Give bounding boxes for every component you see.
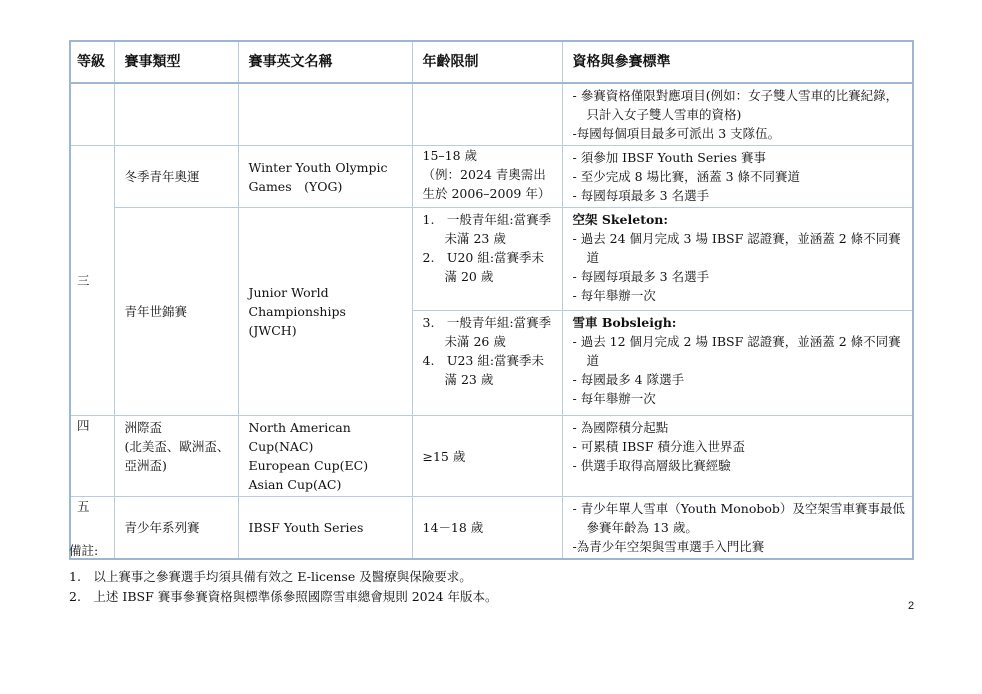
cont-criteria-cell (562, 83, 913, 146)
level5-english: IBSF Youth Series (238, 497, 412, 560)
skeleton-age-cell (412, 208, 562, 311)
header-age-limit: 年齡限制 (412, 41, 562, 83)
skeleton-criteria-line: - 每年舉辦一次 (572, 288, 656, 303)
cont-level-cell (70, 83, 114, 146)
table-row-continued (70, 83, 913, 146)
note-item: 2. 上述 IBSF 賽事參賽資格與標準係參照國際雪車總會規則 2024 年版本。 (69, 589, 498, 604)
yog-criteria-cell (562, 146, 913, 208)
yog-age-line: （例：2024 青奧需出生於 2006–2009 年） (422, 167, 551, 201)
yog-criteria-line: - 須參加 IBSF Youth Series 賽事 (572, 150, 767, 165)
cont-criteria-line: -每國每個項目最多可派出 3 支隊伍。 (572, 126, 781, 141)
level4-english-cell (238, 416, 412, 497)
cont-age-cell (412, 83, 562, 146)
level4-type-cell (114, 416, 238, 497)
level4-criteria-line: - 供選手取得高層級比賽經驗 (572, 458, 731, 473)
yog-age-line: 15–18 歲 (422, 148, 478, 163)
jwch-type: 青年世錦賽 (114, 208, 238, 416)
jwch-english-line: Championships (248, 304, 346, 319)
level4-type-line: (北美盃、歐洲盃、亞洲盃) (124, 439, 230, 473)
yog-age-cell (412, 146, 562, 208)
page-number: 2 (908, 600, 915, 612)
yog-type: 冬季青年奧運 (114, 146, 238, 208)
bobsleigh-age-line: 4. U23 組:當賽季未滿 23 歲 (422, 353, 545, 387)
cont-english-cell (238, 83, 412, 146)
skeleton-age-line: 1. 一般青年組:當賽季未滿 23 歲 (422, 212, 552, 246)
level4-english-line: North American Cup(NAC) (248, 420, 351, 454)
table-header-row (70, 41, 913, 83)
bobsleigh-age-cell (412, 311, 562, 416)
skeleton-title: 空架 Skeleton: (572, 212, 669, 227)
level5-type: 青少年系列賽 (114, 497, 238, 560)
skeleton-age-line: 2. U20 組:當賽季未滿 20 歲 (422, 250, 545, 284)
level5-criteria-line: - 青少年單人雪車（Youth Monobob）及空架雪車賽事最低參賽年齡為 13 歲。 (572, 501, 905, 535)
note-item: 1. 以上賽事之參賽選手均須具備有效之 E-license 及醫療與保險要求。 (69, 569, 472, 584)
header-type: 賽事類型 (114, 41, 238, 83)
cont-criteria-line: - 參賽資格僅限對應項目(例如：女子雙人雪車的比賽紀錄，只計入女子雙人雪車的資格) (572, 88, 899, 122)
yog-criteria-line: - 至少完成 8 場比賽，涵蓋 3 條不同賽道 (572, 169, 800, 184)
level5-criteria-line: -為青少年空架與雪車選手入門比賽 (572, 539, 765, 554)
level4-criteria-line: - 為國際積分起點 (572, 420, 669, 435)
yog-english-name: Winter Youth Olympic Games (YOG) (238, 146, 412, 208)
table-row-yog (70, 146, 913, 208)
level-three: 三 (70, 146, 114, 416)
level4-english-line: European Cup(EC) (248, 458, 369, 473)
skeleton-criteria-line: - 過去 24 個月完成 3 場 IBSF 認證賽，並涵蓋 2 條不同賽道 (572, 231, 901, 265)
cont-type-cell (114, 83, 238, 146)
competition-table (69, 40, 914, 560)
level5-age: 14－18 歲 (412, 497, 562, 560)
bobsleigh-criteria-line: - 每年舉辦一次 (572, 391, 656, 406)
jwch-english-line: (JWCH) (248, 323, 297, 338)
jwch-english-name-cell (238, 208, 412, 416)
bobsleigh-criteria-cell (562, 311, 913, 416)
yog-criteria-line: - 每國每項最多 3 名選手 (572, 188, 710, 203)
level4-age: ≥15 歲 (412, 416, 562, 497)
bobsleigh-age-line: 3. 一般青年組:當賽季未滿 26 歲 (422, 315, 552, 349)
bobsleigh-title: 雪車 Bobsleigh: (572, 315, 677, 330)
level5-criteria-cell (562, 497, 913, 560)
table-row-jwch-skeleton (70, 208, 913, 311)
skeleton-criteria-cell (562, 208, 913, 311)
level4-english-line: Asian Cup(AC) (248, 477, 342, 492)
header-criteria: 資格與參賽標準 (562, 41, 913, 83)
jwch-english-line: Junior World (248, 285, 329, 300)
notes-section (69, 541, 498, 607)
header-level: 等級 (70, 41, 114, 83)
skeleton-criteria-line: - 每國每項最多 3 名選手 (572, 269, 710, 284)
level-four: 四 (70, 416, 114, 497)
table-row-level-four (70, 416, 913, 497)
level4-criteria-cell (562, 416, 913, 497)
bobsleigh-criteria-line: - 每國最多 4 隊選手 (572, 372, 685, 387)
header-english-name: 賽事英文名稱 (238, 41, 412, 83)
level-five: 五 (70, 497, 114, 560)
notes-title: 備註: (69, 543, 99, 558)
level4-criteria-line: - 可累積 IBSF 積分進入世界盃 (572, 439, 746, 454)
bobsleigh-criteria-line: - 過去 12 個月完成 2 場 IBSF 認證賽，並涵蓋 2 條不同賽道 (572, 334, 901, 368)
level4-type-line: 洲際盃 (124, 420, 163, 435)
